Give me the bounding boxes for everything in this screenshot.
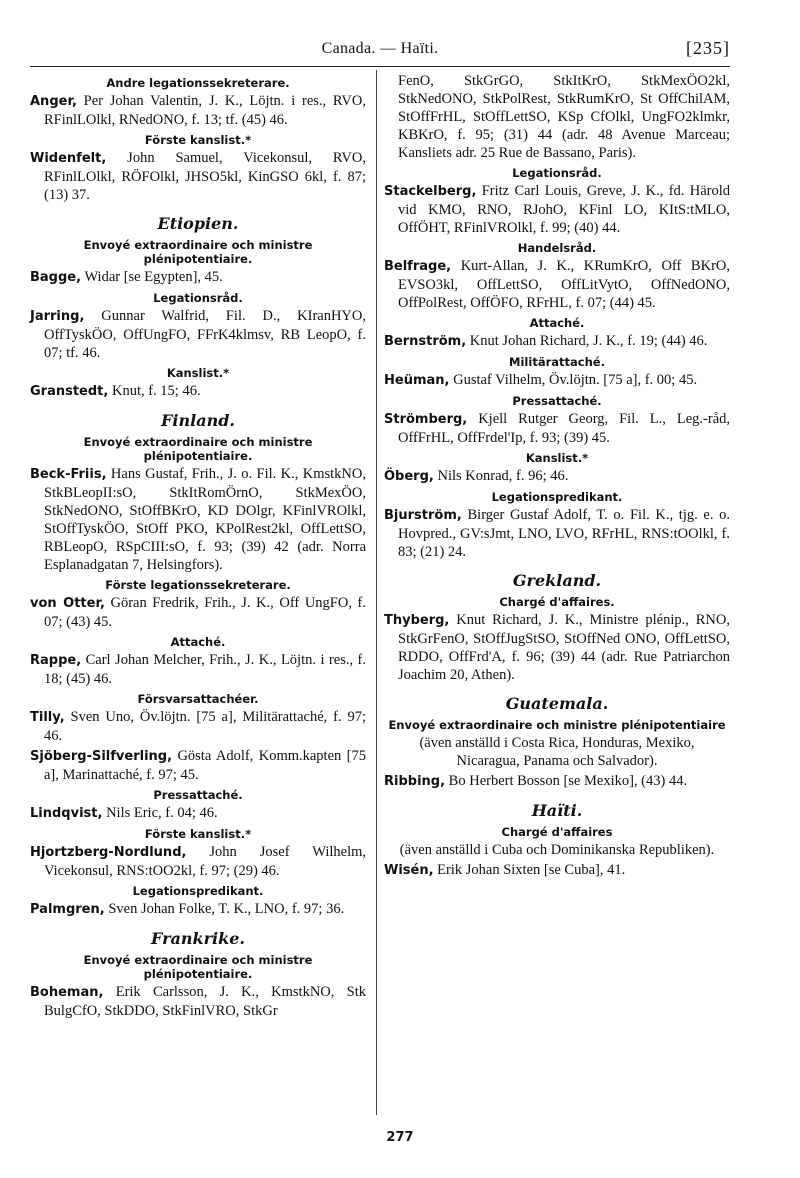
section-heading: Attaché. bbox=[170, 635, 226, 649]
entry bbox=[30, 594, 366, 631]
entry bbox=[30, 149, 366, 204]
entry bbox=[30, 92, 366, 129]
entry-name: Tilly, bbox=[30, 710, 65, 725]
section-heading: Militärattaché. bbox=[509, 355, 605, 369]
entry bbox=[30, 900, 366, 919]
entry-name: Bagge, bbox=[30, 270, 82, 285]
entry-name: Anger, bbox=[30, 94, 77, 109]
entry-name: Thyberg, bbox=[384, 613, 450, 628]
page-header bbox=[30, 40, 730, 64]
entry-name: Heüman, bbox=[384, 373, 450, 388]
entry-name: Palmgren, bbox=[30, 902, 105, 917]
entry bbox=[30, 651, 366, 688]
entry-name: Ribbing, bbox=[384, 774, 446, 789]
entry bbox=[384, 506, 730, 561]
entry-text: Nils Konrad, f. 96; 46. bbox=[437, 468, 569, 484]
entry-text: Bo Herbert Bosson [se Mexiko], (43) 44. bbox=[448, 773, 688, 789]
country-heading: Guatemala. bbox=[505, 694, 609, 713]
entry-text: Sven Uno, Öv.löjtn. [75 a], Militärattaché, f. 97; 46. bbox=[44, 709, 366, 744]
country-heading: Finland. bbox=[161, 411, 235, 430]
entry-text: Gustaf Vilhelm, Öv.löjtn. [75 a], f. 00; 45. bbox=[453, 372, 698, 388]
entry-name: Jarring, bbox=[30, 309, 85, 324]
entry-name: Sjöberg-Silfverling, bbox=[30, 749, 173, 764]
entry-name: Bernström, bbox=[384, 334, 467, 349]
entry-name: Öberg, bbox=[384, 469, 434, 484]
entry-text: Erik Johan Sixten [se Cuba], 41. bbox=[437, 862, 626, 878]
section-heading: Andre legationssekreterare. bbox=[106, 76, 290, 90]
entry-name: Bjurström, bbox=[384, 508, 462, 523]
section-heading: Chargé d'affaires. bbox=[499, 595, 615, 609]
entry-name: Hjortzberg-Nordlund, bbox=[30, 845, 187, 860]
entry-name: Stackelberg, bbox=[384, 184, 477, 199]
section-heading: Legationsråd. bbox=[153, 291, 243, 305]
entry-text: Sven Johan Folke, T. K., LNO, f. 97; 36. bbox=[108, 901, 345, 917]
entry-text: John Samuel, Vicekonsul, RVO, RFinlLOlkl, RÖFOlkl, JHSO5kl, KinGSO 6kl, f. 87; (13) 37. bbox=[44, 150, 367, 203]
entry bbox=[30, 268, 366, 287]
entry bbox=[30, 382, 366, 401]
entry bbox=[384, 410, 730, 447]
entry-text: Kjell Rutger Georg, Fil. L., Leg.-råd, OffFrHL, OffFrdel'Ip, f. 93; (39) 45. bbox=[398, 411, 731, 446]
entry-name: Strömberg, bbox=[384, 412, 468, 427]
entry-name: Beck-Friis, bbox=[30, 467, 107, 482]
entry bbox=[384, 861, 730, 880]
section-heading: Envoyé extraordinaire och ministre plénipotentiaire. bbox=[83, 435, 313, 463]
section-heading: Kanslist.* bbox=[525, 451, 589, 465]
entry bbox=[30, 983, 366, 1020]
entry bbox=[30, 843, 366, 880]
entry bbox=[384, 371, 730, 390]
entry bbox=[384, 467, 730, 486]
note: (även anställd i Costa Rica, Honduras, Mexiko, Nicaragua, Panama och Salvador). bbox=[419, 735, 695, 769]
section-heading: Attaché. bbox=[529, 316, 585, 330]
entry bbox=[384, 182, 730, 237]
section-heading: Envoyé extraordinaire och ministre plénipotentiaire bbox=[388, 718, 726, 732]
entry-text: Kurt-Allan, J. K., KRumKrO, Off BKrO, EVSO3kl, OffLettSO, OffLitVytO, OffNedONO, OffPolRest, OffÖFO, RFrHL, f. 07; (44) 45. bbox=[398, 258, 730, 311]
left-column bbox=[30, 72, 366, 1022]
section-heading: Förste legationssekreterare. bbox=[105, 578, 291, 592]
entry-continuation: FenO, StkGrGO, StkItKrO, StkMexÖO2kl, StkNedONO, StkPolRest, StkRumKrO, St OffChilAM, StOffFrHL, StOffLettSO, KSp CfOlkl, UngFO2klmkr, KBKrO, f. 95; (31) 44 (adr. 48 Avenue Marceau; Kansliets adr. 25 Rue de Bassano, Paris). bbox=[398, 73, 730, 161]
section-heading: Pressattaché. bbox=[512, 394, 602, 408]
section-heading: Legationspredikant. bbox=[132, 884, 264, 898]
entry bbox=[384, 611, 730, 684]
entry-text: Erik Carlsson, J. K., KmstkNO, Stk BulgCfO, StkDDO, StkFinlVRO, StkGr bbox=[44, 984, 366, 1019]
section-heading: Handelsråd. bbox=[517, 241, 597, 255]
entry-text: Fritz Carl Louis, Greve, J. K., fd. Härold vid KMO, RNO, RJohO, KFinl LO, KItS:tMLO, OffÖHT, RFinlVROlkl, f. 99; (40) 44. bbox=[398, 183, 730, 236]
entry-text: Per Johan Valentin, J. K., Löjtn. i res., RVO, RFinlLOlkl, RNedONO, f. 13; tf. (45) 46. bbox=[44, 93, 367, 128]
running-title: Canada. — Haïti. bbox=[321, 40, 439, 57]
page-reference: [235] bbox=[686, 38, 730, 58]
section-heading: Pressattaché. bbox=[153, 788, 243, 802]
column-divider bbox=[376, 70, 377, 1115]
section-heading: Legationspredikant. bbox=[491, 490, 623, 504]
entry-text: Birger Gustaf Adolf, T. o. Fil. K., tjg. e. o. Hovpred., GV:sJmt, LNO, LVO, RFrHL, RNS:tOOlkl, f. 83; (21) 24. bbox=[398, 507, 731, 560]
section-heading: Kanslist.* bbox=[166, 366, 230, 380]
section-heading: Envoyé extraordinaire och ministre plénipotentiaire. bbox=[83, 238, 313, 266]
country-heading: Haïti. bbox=[531, 801, 583, 820]
entry-text: Widar [se Egypten], 45. bbox=[84, 269, 223, 285]
entry-name: von Otter, bbox=[30, 596, 105, 611]
section-heading: Legationsråd. bbox=[512, 166, 602, 180]
entry-name: Boheman, bbox=[30, 985, 104, 1000]
entry-text: Göran Fredrik, Frih., J. K., Off UngFO, f. 07; (43) 45. bbox=[44, 595, 367, 630]
entry bbox=[30, 307, 366, 362]
entry-text: Carl Johan Melcher, Frih., J. K., Löjtn. i res., f. 18; (45) 46. bbox=[44, 652, 367, 687]
entry-name: Belfrage, bbox=[384, 259, 452, 274]
header-rule bbox=[30, 66, 730, 67]
entry bbox=[30, 465, 366, 574]
page-number: 277 bbox=[386, 1130, 414, 1145]
entry-text: Nils Eric, f. 04; 46. bbox=[106, 805, 218, 821]
entry-text: Gunnar Walfrid, Fil. D., KIranHYO, OffTyskÖO, OffUngFO, FFrK4klmsv, RB LeopO, f. 07; tf. 46. bbox=[44, 308, 366, 361]
entry-name: Widenfelt, bbox=[30, 151, 107, 166]
entry-text: John Josef Wilhelm, Vicekonsul, RNS:tOO2kl, f. 97; (29) 46. bbox=[44, 844, 366, 879]
section-heading: Envoyé extraordinaire och ministre plénipotentiaire. bbox=[83, 953, 313, 981]
country-heading: Frankrike. bbox=[151, 929, 245, 948]
entry-name: Granstedt, bbox=[30, 384, 109, 399]
entry-text: Knut Richard, J. K., Ministre plénip., RNO, StkGrFenO, StOffJugStSO, StOffNed ONO, OffLettSO, RDDO, OffFrd'A, f. 96; (39) 44 (adr. Rue Patriarchon Joachim 20, Athen). bbox=[398, 612, 730, 683]
entry-text: Hans Gustaf, Frih., J. o. Fil. K., KmstkNO, StkBLeopII:sO, StkItRomÖrnO, StkMexÖO, StkNedONO, StOffBKrO, KD DOlgr, KFinlVROlkl, StOffTyskÖO, StOff PKO, KPolRest2kl, OffLettSO, RBLeopO, RSpCIII:sO, f. 93; (39) 42 (adr. Norra Esplanadgatan 7, Helsingfors). bbox=[44, 466, 366, 573]
entry bbox=[384, 332, 730, 351]
entry-text: Gösta Adolf, Komm.kapten [75 a], Marinattaché, f. 97; 45. bbox=[44, 748, 366, 783]
entry-name: Rappe, bbox=[30, 653, 82, 668]
entry bbox=[30, 804, 366, 823]
section-heading: Försvarsattachéer. bbox=[137, 692, 259, 706]
entry-text: Knut Johan Richard, J. K., f. 19; (44) 46. bbox=[469, 333, 708, 349]
section-heading: Chargé d'affaires bbox=[501, 825, 613, 839]
entry bbox=[384, 257, 730, 312]
entry-text: Knut, f. 15; 46. bbox=[111, 383, 201, 399]
entry bbox=[30, 708, 366, 745]
entry-name: Wisén, bbox=[384, 863, 434, 878]
entry-name: Lindqvist, bbox=[30, 806, 103, 821]
country-heading: Etiopien. bbox=[157, 214, 239, 233]
note: (även anställd i Cuba och Dominikanska Republiken). bbox=[399, 842, 715, 858]
entry bbox=[30, 747, 366, 784]
section-heading: Förste kanslist.* bbox=[144, 827, 252, 841]
country-heading: Grekland. bbox=[512, 571, 602, 590]
section-heading: Förste kanslist.* bbox=[144, 133, 252, 147]
right-column bbox=[384, 72, 730, 882]
entry bbox=[384, 772, 730, 791]
